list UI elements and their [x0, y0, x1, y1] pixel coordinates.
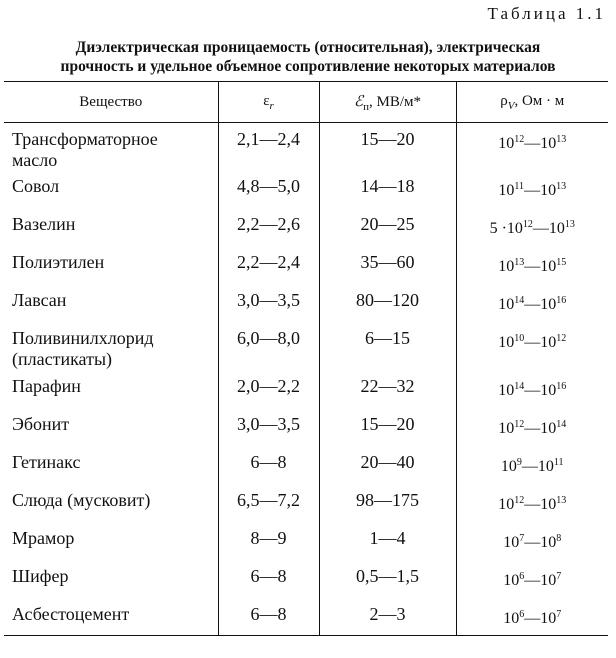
substance-name-line: Полиэтилен — [12, 252, 105, 272]
table-row — [4, 371, 608, 409]
table-row — [4, 599, 608, 635]
cell-substance — [4, 409, 218, 447]
rho-base-2: 10 — [540, 572, 557, 589]
rho-prefix: 5 · — [489, 220, 507, 237]
rho-base-2: 10 — [540, 496, 557, 513]
rho-separator: — — [524, 258, 541, 275]
rho-exp-1: 6 — [519, 609, 525, 620]
substance-name-line: Эбонит — [12, 414, 70, 434]
eps-subscript: r — [269, 99, 274, 112]
rho-exp-2: 16 — [556, 381, 567, 392]
substance-name-line: Асбестоцемент — [12, 604, 130, 624]
cell-strength: 1—4 — [319, 523, 456, 561]
rho-exp-1: 10 — [514, 333, 525, 344]
rho-base-2: 10 — [540, 258, 557, 275]
rho-exp-1: 11 — [514, 181, 525, 192]
rho-exp-2: 7 — [556, 571, 562, 582]
cell-strength: 15—20 — [319, 123, 456, 172]
table-row — [4, 561, 608, 599]
substance-name-line: Гетинакс — [12, 452, 81, 472]
rho-separator: — — [524, 496, 541, 513]
header-row — [4, 82, 608, 123]
cell-permittivity: 6—8 — [218, 447, 319, 485]
strength-subscript: п — [363, 100, 369, 113]
cell-permittivity: 2,2—2,6 — [218, 209, 319, 247]
rho-base-1: 10 — [498, 334, 515, 351]
rho-base-1: 10 — [500, 458, 517, 475]
cell-substance — [4, 485, 218, 523]
rho-exp-1: 14 — [514, 381, 525, 392]
cell-resistivity — [456, 123, 608, 172]
rho-base-1: 10 — [498, 135, 515, 152]
cell-permittivity: 2,1—2,4 — [218, 123, 319, 172]
rho-exp-1: 14 — [514, 295, 525, 306]
rho-base-2: 10 — [540, 296, 557, 313]
rho-exp-2: 13 — [556, 134, 567, 145]
substance-name-line: масло — [12, 150, 58, 170]
strength-symbol: ℰ — [354, 93, 364, 110]
substance-name-line: Слюда (мусковит) — [12, 490, 151, 510]
eps-symbol: ε — [263, 92, 270, 109]
rho-base-1: 10 — [503, 610, 520, 627]
rho-exp-1: 12 — [522, 219, 533, 230]
rho-exp-2: 8 — [556, 533, 562, 544]
cell-substance — [4, 123, 218, 172]
rho-exp-2: 13 — [556, 495, 567, 506]
cell-permittivity: 2,0—2,2 — [218, 371, 319, 409]
cell-resistivity — [456, 523, 608, 561]
rho-exp-2: 11 — [553, 457, 564, 468]
cell-strength: 14—18 — [319, 171, 456, 209]
table-number: Таблица 1.1 — [487, 4, 606, 23]
table-row — [4, 123, 608, 172]
header-resistivity — [456, 82, 608, 123]
substance-name-line: Совол — [12, 176, 60, 196]
cell-substance — [4, 323, 218, 371]
cell-strength: 20—40 — [319, 447, 456, 485]
rho-base-2: 10 — [540, 182, 557, 199]
substance-name-line: Шифер — [12, 566, 69, 586]
rho-symbol: ρ — [500, 92, 508, 109]
rho-base-2: 10 — [548, 220, 565, 237]
substance-name-line: Парафин — [12, 376, 81, 396]
rho-exp-2: 16 — [556, 295, 567, 306]
rho-exp-1: 12 — [514, 419, 525, 430]
rho-exp-1: 12 — [514, 134, 525, 145]
rho-separator: — — [524, 382, 541, 399]
cell-strength: 22—32 — [319, 371, 456, 409]
rho-exp-2: 13 — [556, 181, 567, 192]
rho-base-1: 10 — [503, 572, 520, 589]
table-caption — [0, 38, 616, 76]
rho-separator: — — [524, 135, 541, 152]
rho-exp-1: 7 — [519, 533, 525, 544]
rho-base-1: 10 — [498, 382, 515, 399]
substance-name-line: Мрамор — [12, 528, 75, 548]
rho-exp-1: 9 — [516, 457, 522, 468]
table-row — [4, 447, 608, 485]
cell-strength: 0,5—1,5 — [319, 561, 456, 599]
rho-separator: — — [524, 296, 541, 313]
rho-base-2: 10 — [540, 135, 557, 152]
rho-base-2: 10 — [540, 334, 557, 351]
header-substance: Вещество — [4, 82, 218, 123]
rho-separator: — — [524, 182, 541, 199]
rho-exp-2: 13 — [564, 219, 575, 230]
rho-base-1: 10 — [503, 534, 520, 551]
rho-exp-2: 15 — [556, 257, 567, 268]
cell-resistivity — [456, 247, 608, 285]
cell-strength: 2—3 — [319, 599, 456, 635]
rho-separator: — — [524, 420, 541, 437]
cell-permittivity: 2,2—2,4 — [218, 247, 319, 285]
substance-name-line: Трансформаторное — [12, 129, 158, 149]
rho-base-1: 10 — [498, 420, 515, 437]
cell-strength: 15—20 — [319, 409, 456, 447]
cell-permittivity: 8—9 — [218, 523, 319, 561]
table-row — [4, 247, 608, 285]
cell-permittivity: 6,5—7,2 — [218, 485, 319, 523]
rho-base-2: 10 — [537, 458, 554, 475]
rho-exp-1: 6 — [519, 571, 525, 582]
cell-strength: 35—60 — [319, 247, 456, 285]
cell-permittivity: 3,0—3,5 — [218, 285, 319, 323]
substance-name-line: Вазелин — [12, 214, 76, 234]
table-row — [4, 409, 608, 447]
rho-base-1: 10 — [506, 220, 523, 237]
cell-substance — [4, 247, 218, 285]
rho-exp-1: 12 — [514, 495, 525, 506]
cell-substance — [4, 209, 218, 247]
rho-subscript: V — [507, 99, 515, 112]
materials-table — [4, 81, 608, 636]
cell-resistivity — [456, 323, 608, 371]
cell-strength: 80—120 — [319, 285, 456, 323]
rho-base-2: 10 — [540, 382, 557, 399]
substance-name-line: Лавсан — [12, 290, 67, 310]
cell-resistivity — [456, 485, 608, 523]
rho-base-2: 10 — [540, 534, 557, 551]
cell-strength: 98—175 — [319, 485, 456, 523]
rho-exp-2: 12 — [556, 333, 567, 344]
cell-resistivity — [456, 285, 608, 323]
rho-exp-2: 7 — [556, 609, 562, 620]
cell-substance — [4, 285, 218, 323]
rho-unit: , Ом · м — [514, 92, 565, 109]
cell-permittivity: 6—8 — [218, 599, 319, 635]
rho-base-1: 10 — [498, 258, 515, 275]
table-row — [4, 285, 608, 323]
substance-name-line: Поливинилхлорид — [12, 328, 154, 348]
table-body — [4, 123, 608, 636]
cell-substance — [4, 447, 218, 485]
rho-base-1: 10 — [498, 182, 515, 199]
cell-strength: 20—25 — [319, 209, 456, 247]
table-row — [4, 209, 608, 247]
cell-resistivity — [456, 561, 608, 599]
header-permittivity — [218, 82, 319, 123]
caption-line-1: Диэлектрическая проницаемость (относительная), электрическая — [75, 39, 541, 56]
cell-resistivity — [456, 409, 608, 447]
cell-substance — [4, 561, 218, 599]
rho-base-2: 10 — [540, 610, 557, 627]
rho-separator: — — [521, 458, 538, 475]
substance-name-line: (пластикаты) — [12, 349, 113, 369]
table-row — [4, 523, 608, 561]
cell-resistivity — [456, 171, 608, 209]
rho-base-1: 10 — [498, 496, 515, 513]
rho-separator: — — [524, 534, 541, 551]
table-row — [4, 485, 608, 523]
rho-separator: — — [524, 610, 541, 627]
cell-substance — [4, 171, 218, 209]
cell-resistivity — [456, 209, 608, 247]
cell-permittivity: 6,0—8,0 — [218, 323, 319, 371]
cell-permittivity: 3,0—3,5 — [218, 409, 319, 447]
cell-resistivity — [456, 371, 608, 409]
header-strength — [319, 82, 456, 123]
cell-substance — [4, 599, 218, 635]
table-row — [4, 323, 608, 371]
cell-resistivity — [456, 447, 608, 485]
rho-base-2: 10 — [540, 420, 557, 437]
table-row — [4, 171, 608, 209]
rho-exp-2: 14 — [556, 419, 567, 430]
cell-permittivity: 6—8 — [218, 561, 319, 599]
cell-substance — [4, 371, 218, 409]
caption-line-2: прочность и удельное объемное сопротивление некоторых материалов — [60, 58, 556, 75]
strength-unit: , МВ/м* — [368, 93, 421, 110]
cell-permittivity: 4,8—5,0 — [218, 171, 319, 209]
rho-exp-1: 13 — [514, 257, 525, 268]
cell-substance — [4, 523, 218, 561]
rho-separator: — — [524, 334, 541, 351]
rho-base-1: 10 — [498, 296, 515, 313]
cell-resistivity — [456, 599, 608, 635]
rho-separator: — — [532, 220, 549, 237]
cell-strength: 6—15 — [319, 323, 456, 371]
rho-separator: — — [524, 572, 541, 589]
